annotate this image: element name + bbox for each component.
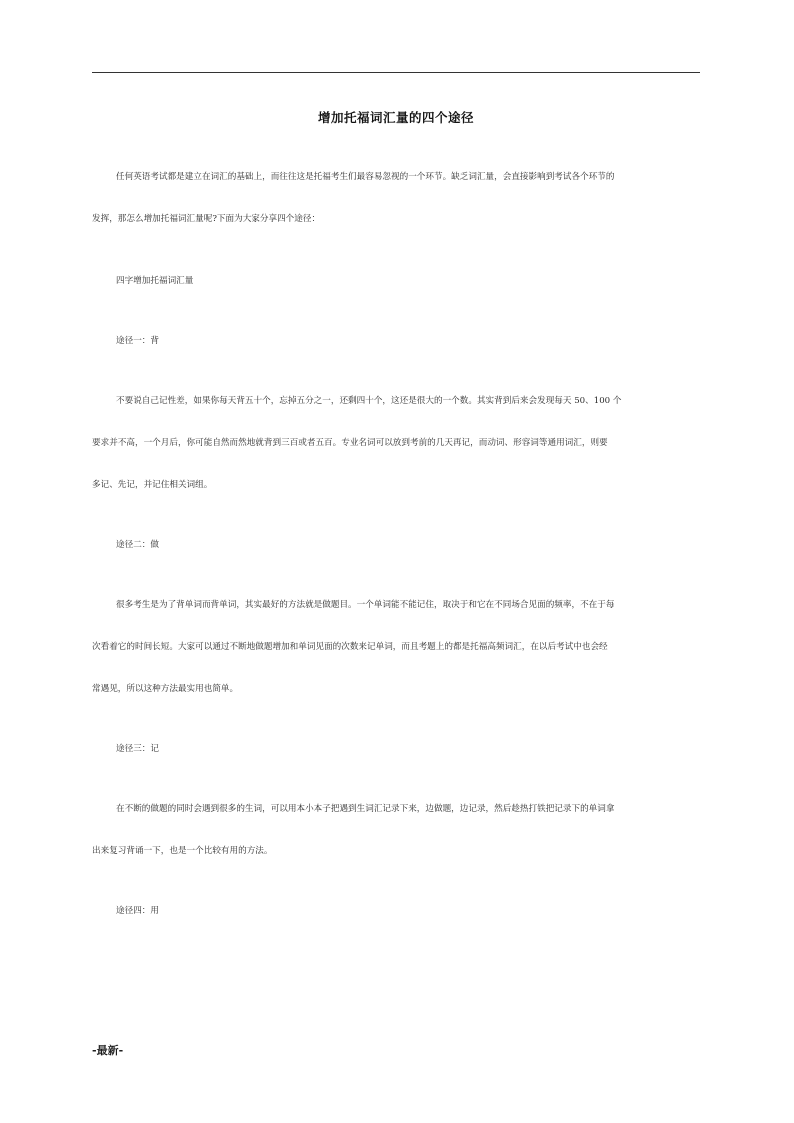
paragraph-line: 要求并不高，一个月后，你可能自然而然地就背到三百或者五百。专业名词可以放到考前的几天再记，而动词、形容词等通用词汇，则要	[92, 438, 608, 448]
paragraph-line: 次看着它的时间长短。大家可以通过不断地做题增加和单词见面的次数来记单词，而且考题上的都是托福高频词汇，在以后考试中也会经	[92, 642, 608, 652]
header-rule	[92, 72, 700, 73]
document-title: 增加托福词汇量的四个途径	[317, 110, 474, 125]
section-heading: 四字增加托福词汇量	[116, 276, 194, 286]
paragraph-line: 发挥，那怎么增加托福词汇量呢?下面为大家分享四个途径：	[92, 214, 321, 224]
section-heading: 途径二：做	[116, 540, 159, 550]
paragraph-line: 不要说自己记性差，如果你每天背五十个，忘掉五分之一，还剩四十个，这还是很大的一个数。其实背到后来会发现每天 50、100 个	[116, 396, 622, 406]
paragraph-line: 多记、先记，并记住相关词组。	[92, 480, 213, 490]
paragraph-line: 出来复习背诵一下，也是一个比较有用的方法。	[92, 846, 273, 856]
footer-text: -最新-	[92, 1044, 124, 1057]
paragraph-line: 任何英语考试都是建立在词汇的基础上，而往往这是托福考生们最容易忽视的一个环节。缺乏词汇量，会直接影响到考试各个环节的	[116, 172, 615, 182]
paragraph-line: 常遇见，所以这种方法最实用也简单。	[92, 684, 239, 694]
section-heading: 途径一：背	[116, 336, 159, 346]
section-heading: 途径三：记	[116, 744, 159, 754]
paragraph-line: 在不断的做题的同时会遇到很多的生词，可以用本小本子把遇到生词汇记录下来，边做题，边记录，然后趁热打铁把记录下的单词拿	[116, 804, 615, 814]
paragraph-line: 很多考生是为了背单词而背单词，其实最好的方法就是做题目。一个单词能不能记住，取决于和它在不同场合见面的频率，不在于每	[116, 600, 615, 610]
section-heading: 途径四：用	[116, 906, 159, 916]
